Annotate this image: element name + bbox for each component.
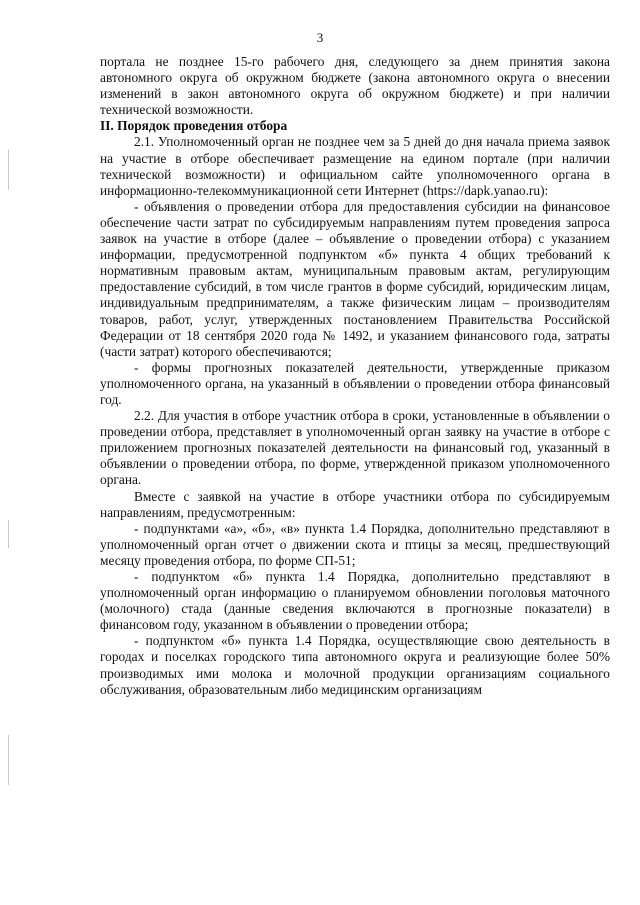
list-item-herd-renewal: - подпунктом «б» пункта 1.4 Порядка, дополнительно представляют в уполномоченный орган информацию о планируемом обновлении поголовья маточного (молочного) стада (данные сведения включаются в прогнозные показатели) в финансовом году, указанном в объявлении о проведении отбора; <box>100 569 610 633</box>
paragraph-2-1: 2.1. Уполномоченный орган не позднее чем за 5 дней до дня начала приема заявок на участие в отборе обеспечивает размещение на едином портале (при наличии технической возможности) и официальном сайте уполномоченного органа в информационно-телекоммуникационной сети Интернет (https://dapk.yanao.ru): <box>100 134 610 198</box>
list-item-forecast-forms: - формы прогнозных показателей деятельности, утвержденные приказом уполномоченного органа, на указанный в объявлении о проведении отбора финансовый год. <box>100 359 610 407</box>
list-item-livestock-report: - подпунктами «а», «б», «в» пункта 1.4 Порядка, дополнительно представляют в уполномоченный орган отчет о движении скота и птицы за месяц, предшествующий месяцу проведения отбора, по форме СП-51; <box>100 520 610 568</box>
intro-paragraph: портала не позднее 15-го рабочего дня, следующего за днем принятия закона автономного округа об окружном бюджете (закона автономного округа о внесении изменений в закон автономного округа об окружном бюджете) и при наличии технической возможности. <box>100 54 610 118</box>
page-number: 3 <box>316 30 324 45</box>
scan-edge-mark <box>8 150 9 190</box>
list-item-milk-sales: - подпунктом «б» пункта 1.4 Порядка, осуществляющие свою деятельность в городах и поселках городского типа автономного округа и реализующие более 50% производимых ими молока и молочной продукции организациям социального обслуживания, образовательным либо медицинским организациям <box>100 633 610 697</box>
paragraph-2-2: 2.2. Для участия в отборе участник отбора в сроки, установленные в объявлении о проведении отбора, представляет в уполномоченный орган заявку на участие в отборе с приложением прогнозных показателей деятельности на финансовый год, указанный в объявлении о проведении отбора, по форме, утвержденной приказом уполномоченного органа. <box>100 408 610 488</box>
scan-edge-mark <box>8 735 9 785</box>
list-item-announcement: - объявления о проведении отбора для предоставления субсидии на финансовое обеспечение части затрат по субсидируемым направлениям путем проведения запроса заявок на участие в отборе (далее – объявление о проведении отбора) с указанием информации, предусмотренной подпунктом «б» пункта 4 общих требований к нормативным правовым актам, муниципальным правовым актам, регулирующим предоставление субсидий, в том числе грантов в форме субсидий, юридическим лицам, индивидуальным предпринимателям, а также физическим лицам – производителям товаров, работ, услуг, утвержденных постановлением Правительства Российской Федерации от 18 сентября 2020 года № 1492, и указанием финансового года, затраты (части затрат) которого обеспечиваются; <box>100 198 610 359</box>
scan-edge-mark <box>8 520 9 548</box>
paragraph-additional-docs: Вместе с заявкой на участие в отборе участники отбора по субсидируемым направлениям, предусмотренным: <box>100 488 610 520</box>
section-heading: II. Порядок проведения отбора <box>100 118 288 134</box>
document-body <box>100 54 610 698</box>
